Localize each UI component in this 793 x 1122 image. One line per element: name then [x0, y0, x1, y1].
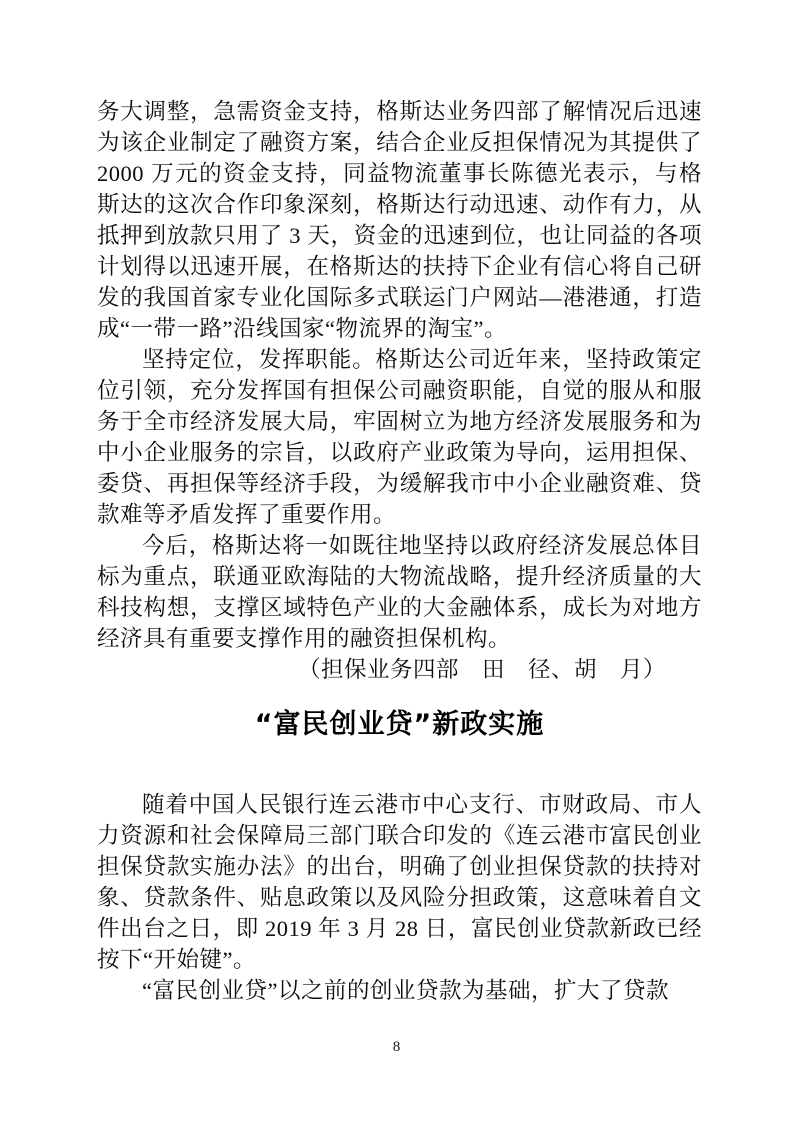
paragraph-fumin-intro: 随着中国人民银行连云港市中心支行、市财政局、市人力资源和社会保障局三部门联合印发的《连云港市富民创业担保贷款实施办法》的出台，明确了创业担保贷款的扶持对象、贷款条件、贴息政策以及风险分担政策，这意味着自文件出台之日，即 2019 年 3 月 28 日，富民创业贷款新政已经按下“开始键”。	[97, 792, 702, 972]
article-byline: （担保业务四部 田 径、胡 月）	[297, 657, 666, 682]
page-number: 8	[392, 1039, 401, 1055]
page-body	[97, 96, 702, 1006]
paragraph-gesda-positioning: 坚持定位，发挥职能。格斯达公司近年来，坚持政策定位引领，充分发挥国有担保公司融资职能，自觉的服从和服务于全市经济发展大局，牢固树立为地方经济发展服务和为中小企业服务的宗旨，以政府产业政策为导向，运用担保、委贷、再担保等经济手段，为缓解我市中小企业融资难、贷款难等矛盾发挥了重要作用。	[97, 347, 702, 527]
article-title-fumin: “富民创业贷”新政实施	[254, 709, 545, 740]
paragraph-gesda-continuation: 务大调整，急需资金支持，格斯达业务四部了解情况后迅速为该企业制定了融资方案，结合企业反担保情况为其提供了 2000 万元的资金支持，同益物流董事长陈德光表示，与格斯达的这次合作印象深刻，格斯达行动迅速、动作有力，从抵押到放款只用了 3 天，资金的迅速到位，也让同益的各项计划得以迅速开展，在格斯达的扶持下企业有信心将自己研发的我国首家专业化国际多式联运门户网站—港港通，打造成“一带一路”沿线国家“物流界的淘宝”。	[97, 99, 702, 341]
paragraph-gesda-future: 今后，格斯达将一如既往地坚持以政府经济发展总体目标为重点，联通亚欧海陆的大物流战略，提升经济质量的大科技构想，支撑区域特色产业的大金融体系，成长为对地方经济具有重要支撑作用的融资担保机构。	[97, 533, 702, 651]
paragraph-fumin-expansion: “富民创业贷”以之前的创业贷款为基础，扩大了贷款	[142, 978, 669, 1003]
